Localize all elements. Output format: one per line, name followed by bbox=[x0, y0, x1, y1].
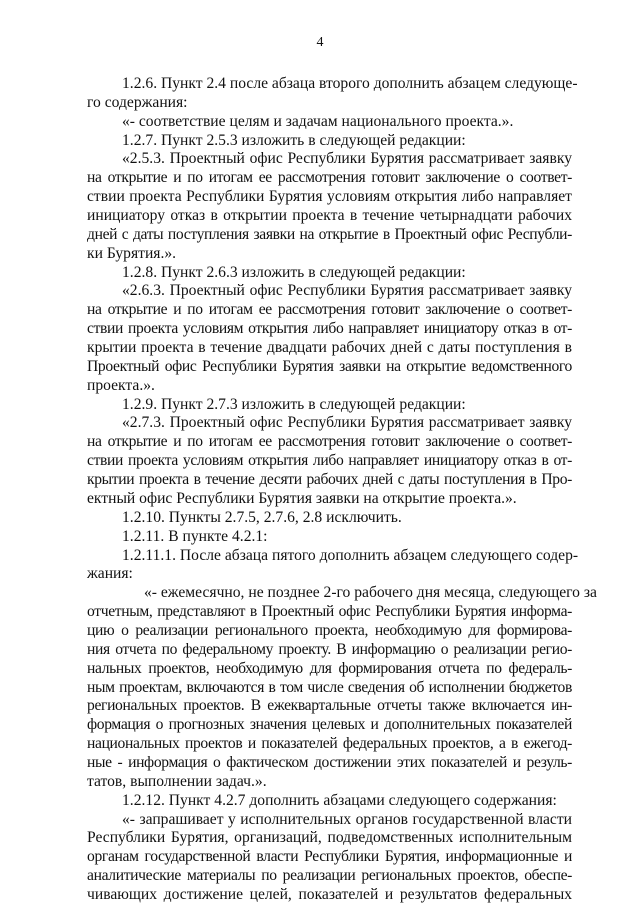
paragraph-1-2-6-line: 1.2.6. Пункт 2.4 после абзаца второго дополнить абзацем следующе- bbox=[122, 75, 578, 92]
quote-2-6-3-line: Проектный офис Республики Бурятия заявки на открытие ведомственного bbox=[87, 358, 572, 375]
paragraph-1-2-7-line: 1.2.7. Пункт 2.5.3 изложить в следующей редакции: bbox=[122, 132, 466, 149]
quote-monthly-line: региональных проектов. В ежеквартальные отчеты также включается ин- bbox=[87, 697, 572, 714]
quote-monthly-line: цию о реализации регионального проекта, необходимую для формирова- bbox=[87, 622, 572, 639]
quote-monthly-line: ным проектам, включаются в том числе сведения об исполнении бюджетов bbox=[87, 679, 572, 696]
quote-line: «- соответствие целям и задачам национального проекта.». bbox=[122, 113, 514, 130]
quote-2-5-3-line: дней с даты поступления заявки на открытие в Проектный офис Республи- bbox=[87, 226, 572, 243]
paragraph-1-2-8-line: 1.2.8. Пункт 2.6.3 изложить в следующей редакции: bbox=[122, 264, 466, 281]
quote-requests-line: органам государственной власти Республики Бурятия, информационные и bbox=[87, 848, 572, 865]
paragraph-1-2-12-line: 1.2.12. Пункт 4.2.7 дополнить абзацами следующего содержания: bbox=[122, 792, 557, 809]
quote-monthly-line: ния отчета по федеральному проекту. В информацию о реализации регио- bbox=[87, 641, 572, 658]
quote-monthly-line: нальных проектов, необходимую для формирования отчета по федераль- bbox=[87, 660, 572, 677]
quote-2-7-3-line: ектный офис Республики Бурятия заявки на открытие проекта.». bbox=[87, 490, 517, 507]
quote-monthly-line: «- ежемесячно, не позднее 2-го рабочего дня месяца, следующего за bbox=[144, 584, 597, 601]
quote-2-5-3-line: ки Бурятия.». bbox=[87, 245, 177, 262]
quote-2-5-3-line: на открытие и по итогам ее рассмотрения готовит заключение о соответ- bbox=[87, 169, 572, 186]
quote-2-5-3-line: ствии проекта Республики Бурятия условиям открытия либо направляет bbox=[87, 188, 572, 205]
quote-requests-line: аналитические материалы по реализации региональных проектов, обеспе- bbox=[87, 867, 572, 884]
paragraph-1-2-10-line: 1.2.10. Пункты 2.7.5, 2.7.6, 2.8 исключить. bbox=[122, 509, 402, 526]
quote-requests-line: «- запрашивает у исполнительных органов государственной власти bbox=[122, 811, 572, 828]
page-number: 4 bbox=[316, 35, 324, 50]
quote-2-6-3-line: проекта.». bbox=[87, 377, 155, 394]
quote-monthly-line: татов, выполнении задач.». bbox=[87, 773, 267, 790]
quote-monthly-line: ные - информация о фактическом достижении этих показателей и резуль- bbox=[87, 754, 572, 771]
quote-2-6-3-line: крытии проекта в течение двадцати рабочих дней с даты поступления в bbox=[87, 339, 572, 356]
quote-2-7-3-line: на открытие и по итогам ее рассмотрения готовит заключение о соответ- bbox=[87, 433, 572, 450]
quote-2-7-3-line: крытии проекта в течение десяти рабочих дней с даты поступления в Про- bbox=[87, 471, 572, 488]
quote-2-7-3-line: ствии проекта условиям открытия либо направляет инициатору отказ в от- bbox=[87, 452, 572, 469]
quote-monthly-line: национальных проектов и показателей федеральных проектов, а в ежегод- bbox=[87, 735, 572, 752]
quote-2-6-3-line: на открытие и по итогам ее рассмотрения готовит заключение о соответ- bbox=[87, 301, 572, 318]
quote-monthly-line: формация о прогнозных значения целевых и дополнительных показателей bbox=[87, 716, 572, 733]
quote-2-5-3-line: инициатору отказ в открытии проекта в течение четырнадцати рабочих bbox=[87, 207, 572, 224]
paragraph-1-2-11-1-line: 1.2.11.1. После абзаца пятого дополнить абзацем следующего содер- bbox=[122, 547, 579, 564]
paragraph-1-2-6-line: го содержания: bbox=[87, 94, 188, 111]
quote-requests-line: чивающих достижение целей, показателей и результатов федеральных bbox=[87, 886, 572, 903]
quote-2-6-3-line: «2.6.3. Проектный офис Республики Бурятия рассматривает заявку bbox=[122, 282, 572, 299]
paragraph-1-2-9-line: 1.2.9. Пункт 2.7.3 изложить в следующей редакции: bbox=[122, 396, 466, 413]
quote-requests-line: Республики Бурятия, организаций, подведомственных исполнительным bbox=[87, 829, 572, 846]
paragraph-1-2-11-1-line: жания: bbox=[87, 565, 133, 582]
quote-2-6-3-line: ствии проекта условиям открытия либо направляет инициатору отказ в от- bbox=[87, 320, 572, 337]
paragraph-1-2-11-line: 1.2.11. В пункте 4.2.1: bbox=[122, 528, 268, 545]
quote-2-7-3-line: «2.7.3. Проектный офис Республики Бурятия рассматривает заявку bbox=[122, 414, 572, 431]
quote-2-5-3-line: «2.5.3. Проектный офис Республики Бурятия рассматривает заявку bbox=[122, 150, 572, 167]
quote-monthly-line: отчетным, представляют в Проектный офис Республики Бурятия информа- bbox=[87, 603, 572, 620]
